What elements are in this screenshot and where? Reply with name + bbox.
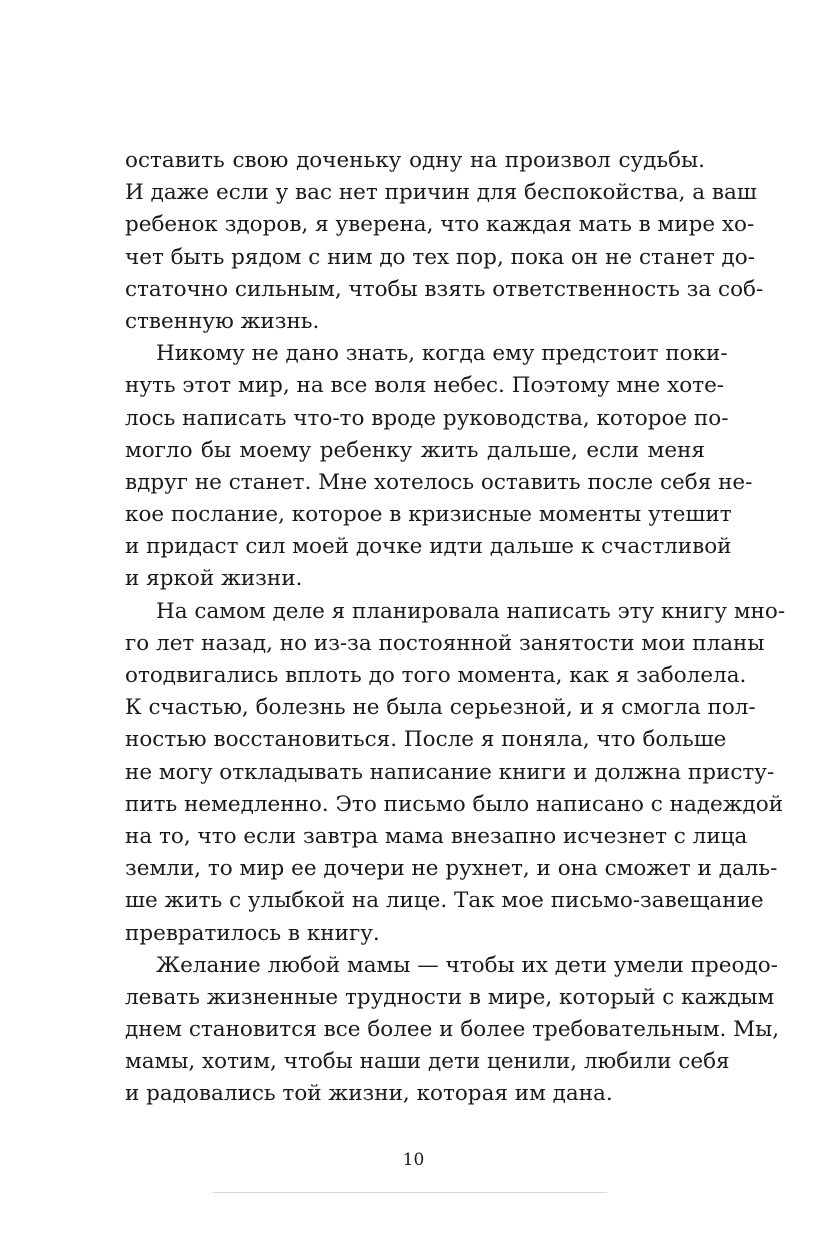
text-line: кое послание, которое в кризисные моменты утешит xyxy=(125,502,732,528)
footer-divider xyxy=(213,1192,607,1193)
text-line: го лет назад, но из-за постоянной занятости мои планы xyxy=(125,630,765,656)
text-line: ностью восстановиться. После я поняла, что больше xyxy=(125,727,727,753)
text-line: могло бы моему ребенку жить дальше, если меня xyxy=(125,437,705,463)
text-line: и радовались той жизни, которая им дана. xyxy=(125,1081,613,1107)
text-line: ственную жизнь. xyxy=(125,308,320,334)
paragraph-first-line: Желание любой мамы — чтобы их дети умели преодо- xyxy=(156,952,778,978)
page-number: 10 xyxy=(402,1150,425,1165)
text-line: лось написать что-то вроде руководства, которое по- xyxy=(125,405,729,431)
text-line: на то, что если завтра мама внезапно исчезнет с лица xyxy=(125,823,748,849)
paragraph-first-line: Никому не дано знать, когда ему предстоит поки- xyxy=(156,341,728,367)
text-line: чет быть рядом с ним до тех пор, пока он не станет до- xyxy=(125,244,755,270)
text-line: нуть этот мир, на все воля небес. Поэтому мне хоте- xyxy=(125,373,725,399)
text-line: мамы, хотим, чтобы наши дети ценили, любили себя xyxy=(125,1049,730,1075)
text-line: и придаст сил моей дочке идти дальше к счастливой xyxy=(125,534,732,560)
text-line: ребенок здоров, я уверена, что каждая мать в мире хо- xyxy=(125,212,755,238)
text-line: земли, то мир ее дочери не рухнет, и она сможет и даль- xyxy=(125,856,778,882)
text-line: статочно сильным, чтобы взять ответственность за соб- xyxy=(125,276,764,302)
paragraph-first-line: На самом деле я планировала написать эту книгу мно- xyxy=(156,598,786,624)
text-line: ше жить с улыбкой на лице. Так мое письмо-завещание xyxy=(125,888,764,914)
text-line: пить немедленно. Это письмо было написано с надеждой xyxy=(125,791,784,817)
text-line: и яркой жизни. xyxy=(125,566,303,592)
text-line: вдруг не станет. Мне хотелось оставить после себя не- xyxy=(125,469,753,495)
text-line: оставить свою доченьку одну на произвол судьбы. xyxy=(125,148,705,173)
text-line: И даже если у вас нет причин для беспокойства, а ваш xyxy=(125,180,757,206)
text-line: превратилось в книгу. xyxy=(125,920,380,946)
text-line: К счастью, болезнь не была серьезной, и я смогла пол- xyxy=(125,695,756,721)
text-line: днем становится все более и более требовательным. Мы, xyxy=(125,1017,780,1043)
text-line: левать жизненные трудности в мире, который с каждым xyxy=(125,984,775,1010)
text-line: не могу откладывать написание книги и должна присту- xyxy=(125,759,775,785)
text-line: отодвигались вплоть до того момента, как я заболела. xyxy=(125,663,747,688)
body-text xyxy=(125,145,786,1111)
